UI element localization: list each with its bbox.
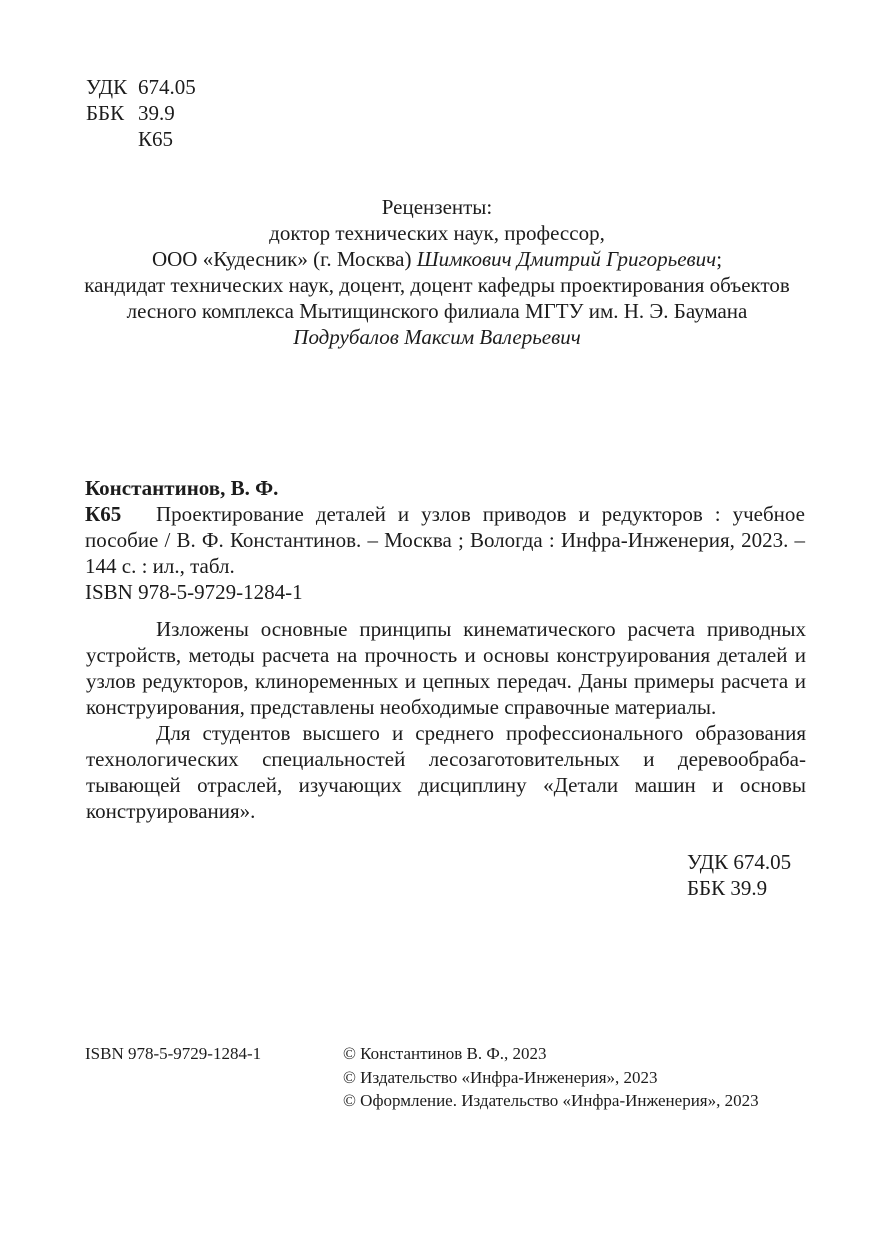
annotation-paragraph-2: Для студентов высшего и среднего профессионального образования технологических специальностей лесозаготовительных и деревообрабатывающей отраслей, изучающих дисциплину «Детали машин и основы конструирования».: [86, 721, 806, 823]
author-sign-spacer: [86, 126, 138, 152]
udk-value: 674.05: [138, 75, 196, 99]
catalog-author-sign: К65: [85, 502, 122, 526]
reviewer-degree-line-2: кандидат технических наук, доцент, доцент кафедры проектирования объектов: [84, 273, 790, 297]
copyright-line-design: © Оформление. Издательство «Инфра-Инженерия», 2023: [343, 1091, 759, 1110]
bbk-value: 39.9: [138, 101, 175, 125]
footer-isbn: ISBN 978-5-9729-1284-1: [85, 1044, 262, 1063]
udk-label: УДК: [86, 75, 128, 99]
annotation-paragraph-1: Изложены основные принципы кинематического расчета приводных устройств, методы расчета на прочность и основы конструирования деталей и узлов редукторов, клиноременных и цепных передач. Даны примеры расчета и конструирования, представлены необходимые справочные материалы.: [86, 617, 806, 719]
reviewer-degree-line-1: доктор технических наук, профессор,: [269, 221, 605, 245]
catalog-entry-text: Проектирование деталей и узлов приводов и редукторов : учебное пособие / В. Ф. Константинов. – Москва ; Вологда : Инфра-Инженерия, 2023. – 144 с. : ил., табл.: [85, 502, 805, 578]
reviewer-affiliation-line: [76, 246, 798, 272]
author-sign-row: [86, 126, 196, 152]
reviewer-name-1: Шимкович Дмитрий Григорьевич: [416, 247, 717, 271]
bbk-code-row: [86, 100, 196, 126]
reviewer-degree-line-3: лесного комплекса Мытищинского филиала МГТУ им. Н. Э. Баумана: [126, 299, 748, 323]
bottom-bbk-code: ББК 39.9: [687, 876, 768, 900]
imprint-footer: [85, 1042, 825, 1113]
catalog-isbn: ISBN 978-5-9729-1284-1: [85, 580, 303, 604]
bottom-classification-codes: [687, 849, 791, 901]
reviewers-block: [76, 194, 798, 350]
udk-code-row: [86, 74, 196, 100]
catalog-author: Константинов, В. Ф.: [85, 476, 279, 500]
reviewer-name-2: Подрубалов Максим Валерьевич: [293, 325, 581, 349]
copyright-line-publisher: © Издательство «Инфра-Инженерия», 2023: [343, 1067, 658, 1087]
top-classification-codes: [86, 74, 196, 152]
copyright-lines: [343, 1042, 759, 1113]
author-sign-value: К65: [138, 127, 174, 151]
bottom-udk-code: УДК 674.05: [687, 850, 792, 874]
catalog-entry: [85, 501, 805, 579]
catalog-card: [85, 475, 805, 605]
reviewer-affiliation-text: ООО «Кудесник» (г. Москва): [151, 247, 417, 271]
reviewer-line-suffix: ;: [716, 247, 723, 271]
reviewers-heading: Рецензенты:: [381, 195, 493, 219]
annotation-block: [86, 616, 806, 824]
bbk-label: ББК: [86, 101, 125, 125]
copyright-line-author: © Константинов В. Ф., 2023: [343, 1044, 547, 1063]
